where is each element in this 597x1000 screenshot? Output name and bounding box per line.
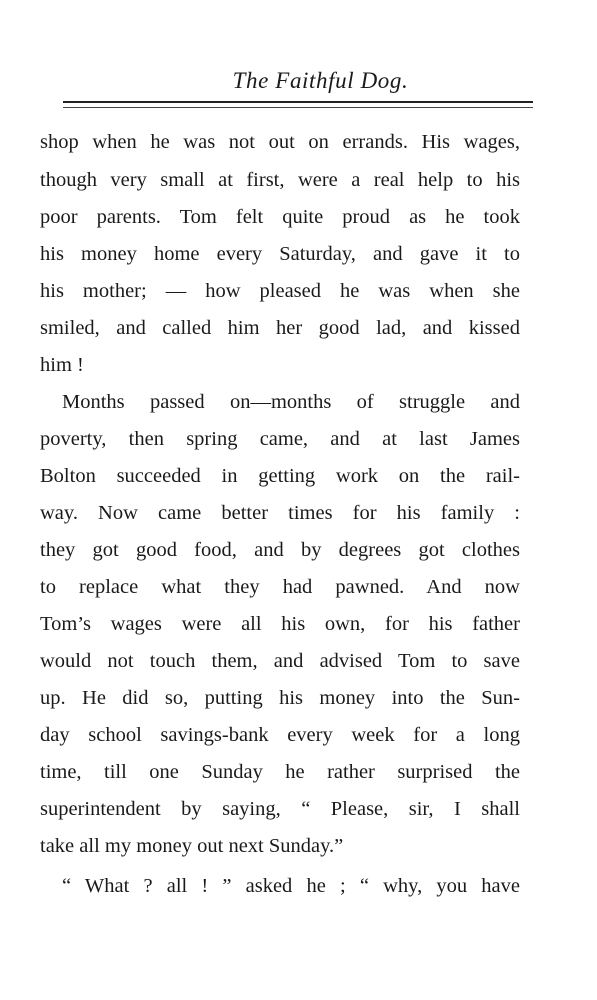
text-line: way. Now came better times for his family : [40, 502, 520, 524]
text-line: his money home every Saturday, and gave it to [40, 243, 520, 265]
text-line: poor parents. Tom felt quite proud as he took [40, 206, 520, 228]
text-line: up. He did so, putting his money into the Sun- [40, 687, 520, 709]
text-line: poverty, then spring came, and at last James [40, 428, 520, 450]
text-line: time, till one Sunday he rather surprised the [40, 761, 520, 783]
text-line: to replace what they had pawned. And now [40, 576, 520, 598]
text-line: his mother; — how pleased he was when she [40, 280, 520, 302]
running-head-title: The Faithful Dog. [232, 68, 409, 93]
text-line: him ! [40, 354, 84, 376]
text-line: Months passed on—months of struggle and [62, 391, 520, 413]
text-line: take all my money out next Sunday.” [40, 835, 344, 857]
text-line: day school savings-bank every week for a long [40, 724, 520, 746]
text-line: superintendent by saying, “ Please, sir, I shall [40, 798, 520, 820]
text-line: they got good food, and by degrees got clothes [40, 539, 520, 561]
text-line: would not touch them, and advised Tom to save [40, 650, 520, 672]
text-line: “ What ? all ! ” asked he ; “ why, you have [62, 875, 520, 897]
text-line: shop when he was not out on errands. His wages, [40, 131, 520, 153]
text-line: Tom’s wages were all his own, for his father [40, 613, 520, 635]
header-rule [63, 101, 533, 103]
text-line: smiled, and called him her good lad, and kissed [40, 317, 520, 339]
text-line: though very small at first, were a real help to his [40, 169, 520, 191]
header-rule-thin [63, 107, 533, 108]
text-line: Bolton succeeded in getting work on the rail- [40, 465, 520, 487]
